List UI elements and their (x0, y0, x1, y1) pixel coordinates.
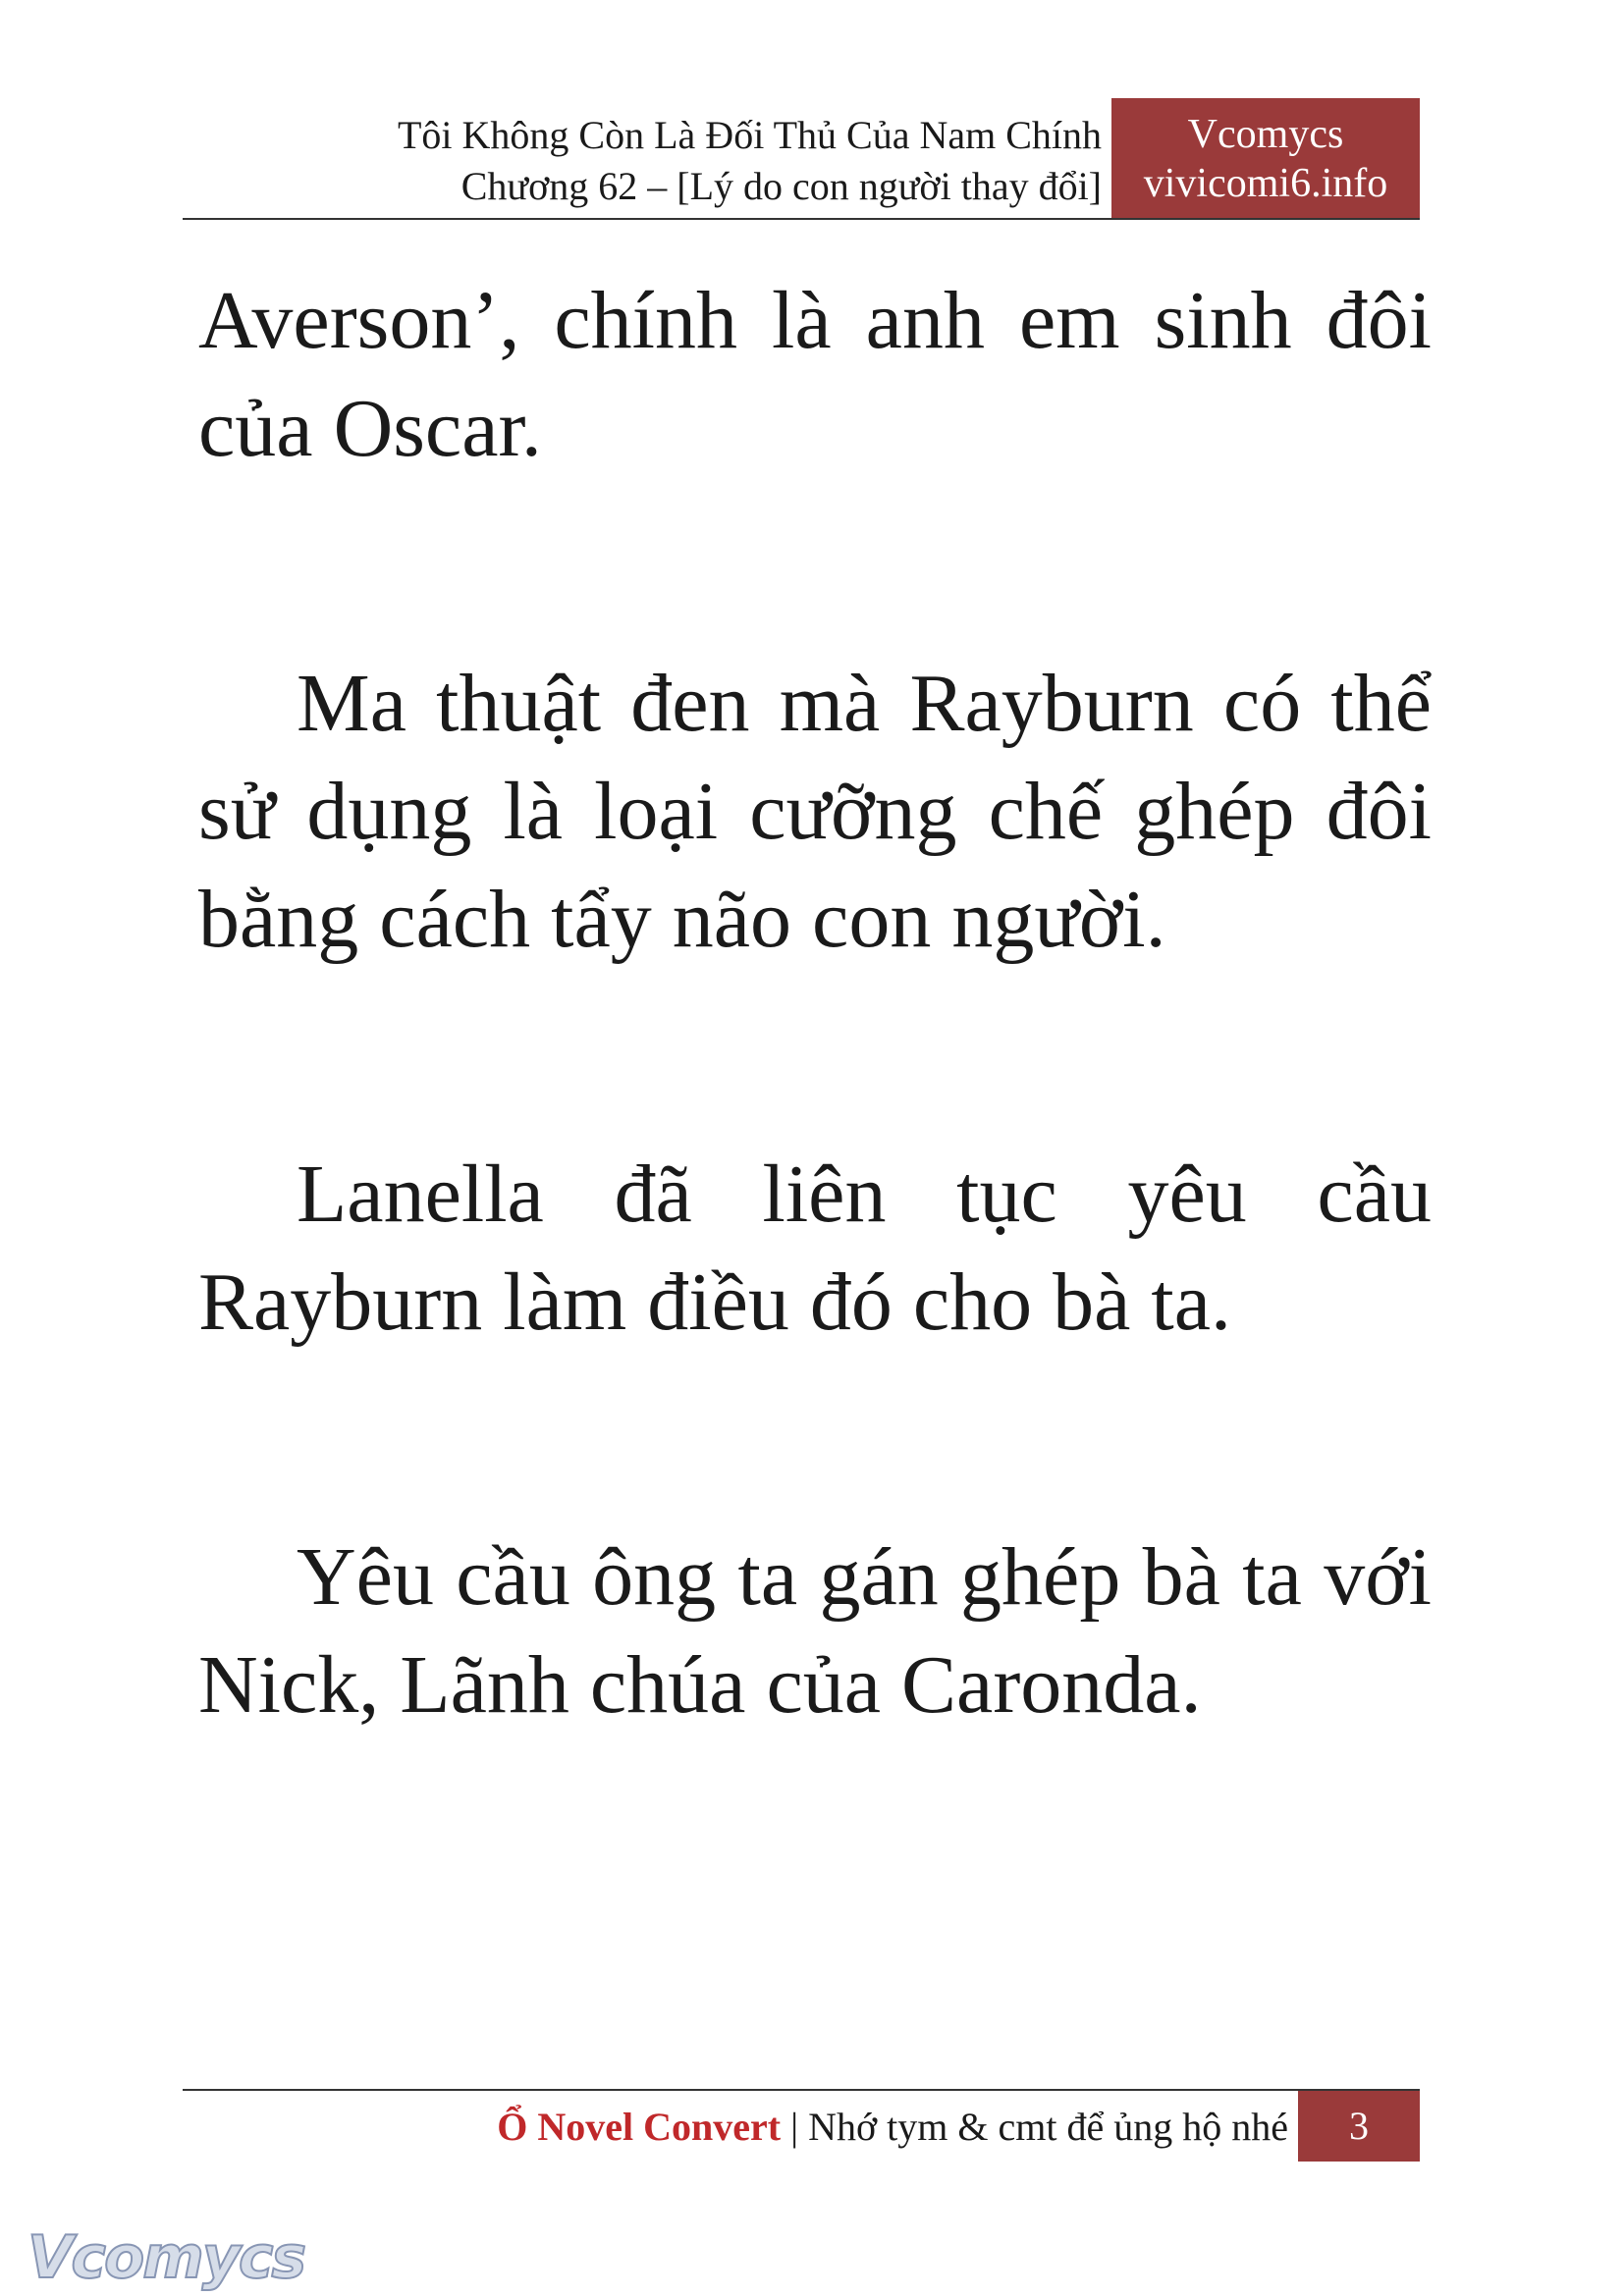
footer-message: Nhớ tym & cmt để ủng hộ nhé (808, 2105, 1288, 2149)
paragraph: Averson’, chính là anh em sinh đôi của Oscar. (198, 275, 1432, 474)
paragraph: Lanella đã liên tục yêu cầu Rayburn làm điều đó cho bà ta. (198, 1148, 1432, 1348)
header-brand-box (1111, 98, 1420, 218)
page-header (183, 98, 1420, 220)
footer-brand: Ổ Novel Convert (497, 2105, 782, 2149)
chapter-title: Chương 62 – [Lý do con người thay đổi] (460, 164, 1102, 208)
page-number: 3 (1298, 2091, 1420, 2162)
watermark-logo: Vcomycs (27, 2223, 305, 2292)
footer-text (497, 2101, 1288, 2154)
paragraph: Ma thuật đen mà Rayburn có thể sử dụng là loại cưỡng chế ghép đôi bằng cách tẩy não con người. (198, 658, 1432, 965)
page-body (198, 267, 1432, 1739)
book-title: Tôi Không Còn Là Đối Thủ Của Nam Chính (398, 113, 1102, 157)
footer-separator: | (781, 2105, 809, 2149)
brand-name: Vcomycs (1187, 112, 1344, 157)
page-footer (183, 2089, 1420, 2162)
paragraph: Yêu cầu ông ta gán ghép bà ta với Nick, Lãnh chúa của Caronda. (198, 1531, 1432, 1731)
header-titles (398, 110, 1102, 212)
brand-site: vivicomi6.info (1143, 161, 1388, 206)
